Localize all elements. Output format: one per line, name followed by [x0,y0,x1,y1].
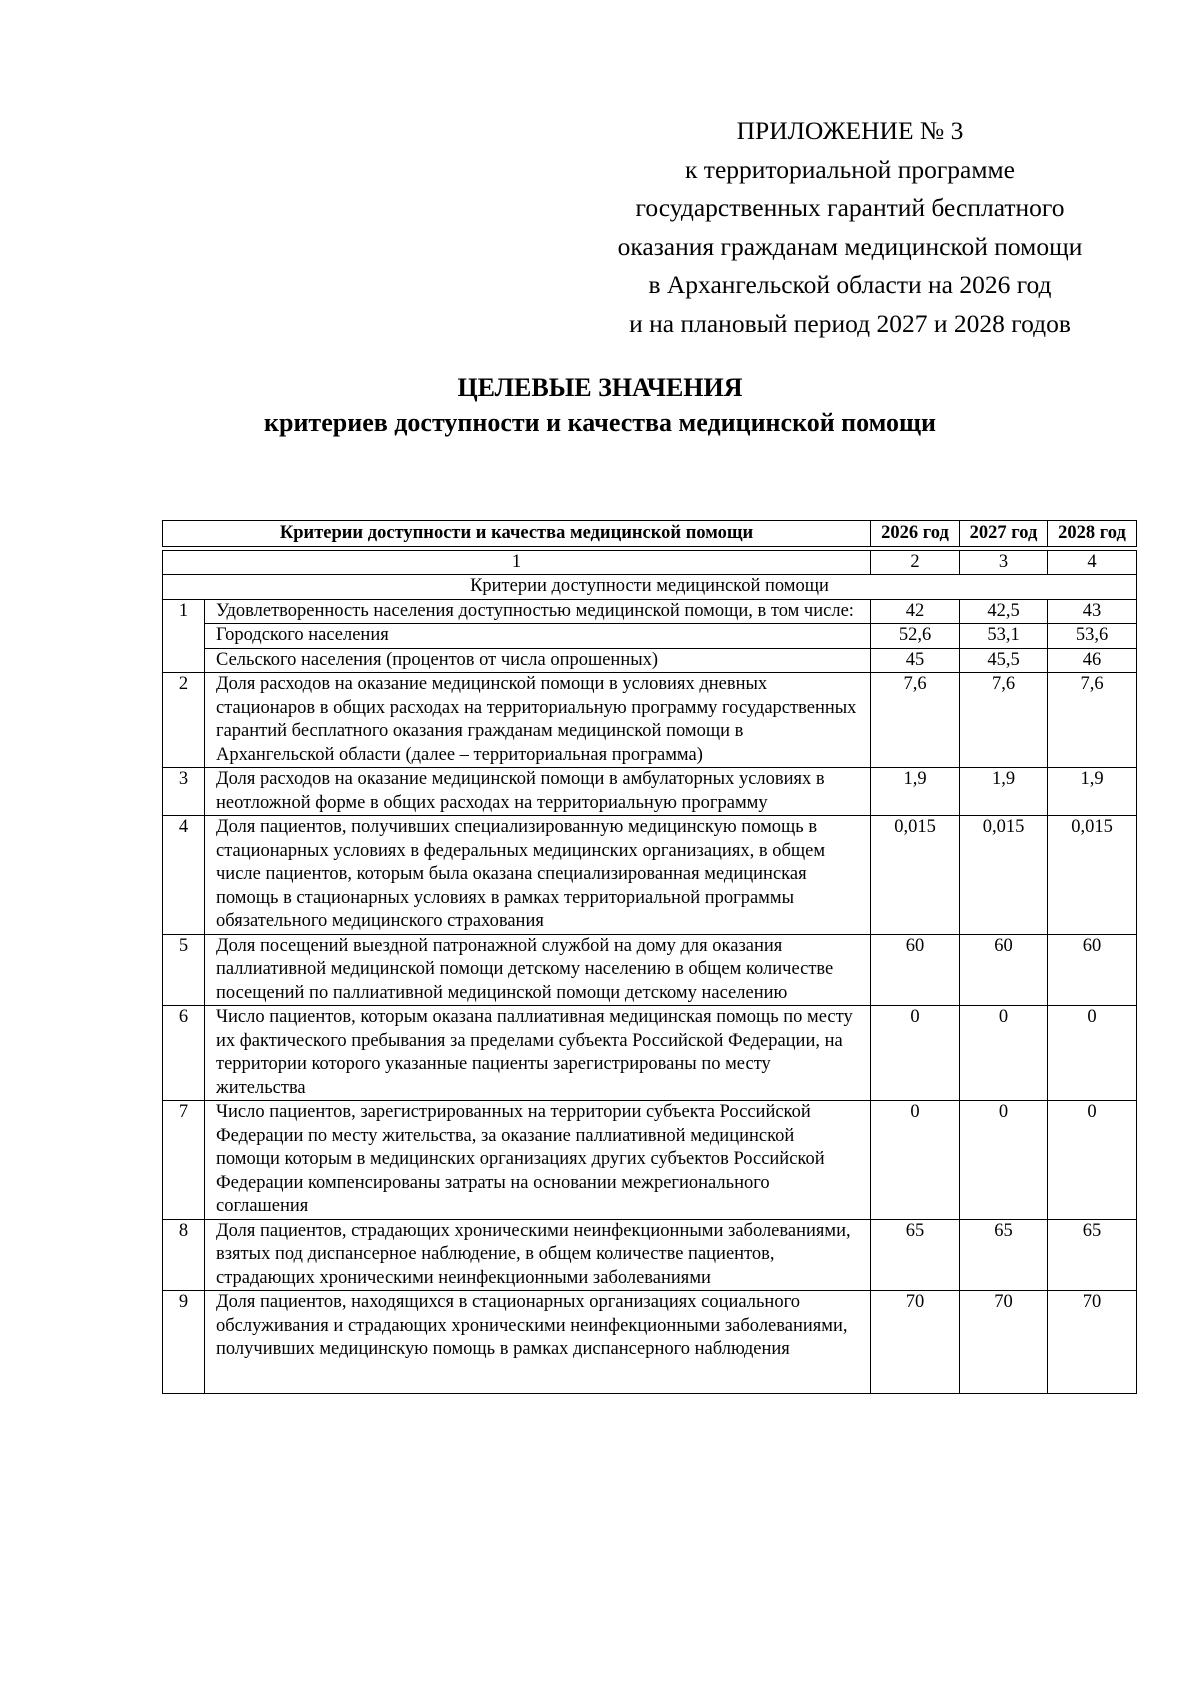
row-number: 2 [163,673,205,768]
row-criterion: Число пациентов, зарегистрированных на территории субъекта Российской Федерации по месту жительства, за оказание паллиативной медицинской помощи которым в медицинских организациях других субъектов Российской Федерации компенсированы затраты на основании межрегионального соглашения [205,1101,871,1220]
row-value-2026: 42 [871,599,960,624]
subrow-criterion: Городского населения [205,624,871,649]
row-number: 1 [163,599,205,673]
subrow-value-2026: 45 [871,648,960,673]
table-subrow [163,624,1137,649]
table-row [163,934,1137,1006]
header-criteria: Критерии доступности и качества медицинской помощи [163,521,871,547]
table-row [163,673,1137,768]
row-value-2027: 60 [960,934,1048,1006]
row-value-2028: 65 [1048,1219,1137,1291]
table-row [163,1006,1137,1101]
row-value-2028: 0 [1048,1006,1137,1101]
row-value-2026: 0 [871,1006,960,1101]
row-value-2028: 0,015 [1048,816,1137,935]
column-number: 1 [163,550,871,575]
column-number: 2 [871,550,960,575]
row-criterion: Число пациентов, которым оказана паллиативная медицинская помощь по месту их фактического пребывания за пределами субъекта Российской Федерации, на территории которого указанные пациенты зарегистрированы по месту жительства [205,1006,871,1101]
header-year-2027: 2027 год [960,521,1048,547]
header-year-2026: 2026 год [871,521,960,547]
subrow-value-2027: 45,5 [960,648,1048,673]
row-number: 9 [163,1291,205,1394]
header-year-2028: 2028 год [1048,521,1137,547]
row-value-2026: 0 [871,1101,960,1220]
row-criterion: Удовлетворенность населения доступностью медицинской помощи, в том числе: [205,599,871,624]
row-number: 4 [163,816,205,935]
row-value-2028: 70 [1048,1291,1137,1394]
row-criterion: Доля расходов на оказание медицинской помощи в амбулаторных условиях в неотложной форме в общих расходах на территориальную программу [205,768,871,816]
row-criterion: Доля пациентов, получивших специализированную медицинскую помощь в стационарных условиях в федеральных медицинских организациях, в общем числе пациентов, которым была оказана специализированная медицинская помощь в стационарных условиях в рамках территориальной программы обязательного медицинского страхования [205,816,871,935]
table-row [163,1101,1137,1220]
row-value-2027: 42,5 [960,599,1048,624]
row-value-2026: 0,015 [871,816,960,935]
appendix-line: государственных гарантий бесплатного [635,193,1065,222]
table-row [163,768,1137,816]
appendix-header [560,112,1140,343]
table-row [163,1219,1137,1291]
row-value-2026: 7,6 [871,673,960,768]
subrow-value-2026: 52,6 [871,624,960,649]
row-number: 6 [163,1006,205,1101]
row-value-2028: 1,9 [1048,768,1137,816]
appendix-line: и на плановый период 2027 и 2028 годов [629,308,1071,338]
row-criterion: Доля расходов на оказание медицинской помощи в условиях дневных стационаров в общих расходах на территориальную программу государственных гарантий бесплатного оказания гражданам медицинской помощи в Архангельской области (далее – территориальная программа) [205,673,871,768]
row-criterion: Доля пациентов, находящихся в стационарных организациях социального обслуживания и страдающих хроническими неинфекционными заболеваниями, получивших медицинскую помощь в рамках диспансерного наблюдения [205,1291,871,1394]
row-value-2026: 1,9 [871,768,960,816]
table-row [163,599,1137,624]
row-value-2028: 7,6 [1048,673,1137,768]
criteria-table [162,520,1136,1394]
document-title [0,370,1200,440]
row-value-2027: 70 [960,1291,1048,1394]
row-value-2028: 0 [1048,1101,1137,1220]
column-number-row [163,550,1137,575]
row-value-2027: 7,6 [960,673,1048,768]
row-number: 3 [163,768,205,816]
appendix-line: к территориальной программе [685,154,1015,184]
row-value-2027: 0,015 [960,816,1048,935]
title-line-1: ЦЕЛЕВЫЕ ЗНАЧЕНИЯ [457,373,743,402]
row-value-2027: 1,9 [960,768,1048,816]
row-value-2026: 65 [871,1219,960,1291]
appendix-line: ПРИЛОЖЕНИЕ № 3 [736,116,964,145]
table-subrow [163,648,1137,673]
row-value-2028: 43 [1048,599,1137,624]
row-value-2026: 60 [871,934,960,1006]
row-value-2026: 70 [871,1291,960,1394]
subrow-value-2028: 46 [1048,648,1137,673]
appendix-line: оказания гражданам медицинской помощи [617,231,1083,261]
subrow-criterion: Сельского населения (процентов от числа опрошенных) [205,648,871,673]
column-number: 4 [1048,550,1137,575]
section-title: Критерии доступности медицинской помощи [163,575,1137,600]
row-value-2027: 0 [960,1006,1048,1101]
column-number: 3 [960,550,1048,575]
appendix-line: в Архангельской области на 2026 год [648,270,1052,299]
row-criterion: Доля посещений выездной патронажной службой на дому для оказания паллиативной медицинской помощи детскому населению в общем количестве посещений по паллиативной медицинской помощи детскому населению [205,934,871,1006]
title-line-2: критериев доступности и качества медицинской помощи [264,408,936,437]
section-row [163,575,1137,600]
row-value-2027: 0 [960,1101,1048,1220]
row-number: 8 [163,1219,205,1291]
row-value-2028: 60 [1048,934,1137,1006]
subrow-value-2027: 53,1 [960,624,1048,649]
row-number: 5 [163,934,205,1006]
row-number: 7 [163,1101,205,1220]
row-criterion: Доля пациентов, страдающих хроническими неинфекционными заболеваниями, взятых под диспансерное наблюдение, в общем количестве пациентов, страдающих хроническими неинфекционными заболеваниями [205,1219,871,1291]
table-header-row [163,521,1137,547]
subrow-value-2028: 53,6 [1048,624,1137,649]
table-row [163,1291,1137,1394]
row-value-2027: 65 [960,1219,1048,1291]
table-row [163,816,1137,935]
